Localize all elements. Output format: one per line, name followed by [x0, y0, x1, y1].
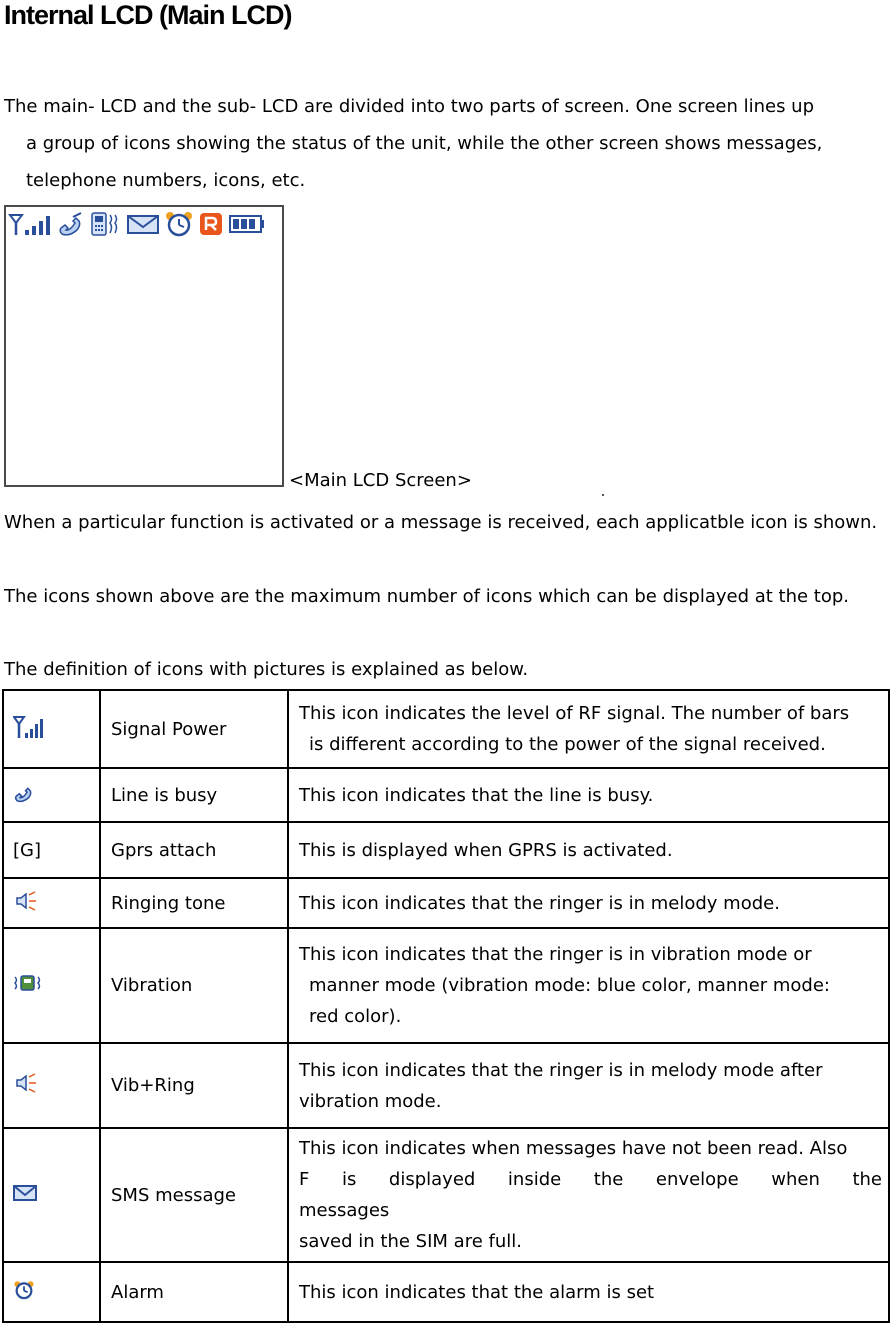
icon-desc-cell: This icon indicates that the alarm is set: [288, 1262, 889, 1322]
desc-line: is different according to the power of the signal received.: [309, 734, 826, 755]
intro-line-3: telephone numbers, icons, etc.: [26, 170, 306, 191]
icon-name-cell: Ringing tone: [100, 878, 288, 928]
icon-desc-cell: [288, 1128, 889, 1262]
icon-desc-cell: [288, 690, 889, 768]
icon-name-cell: Gprs attach: [100, 822, 288, 878]
table-row: [3, 1128, 889, 1262]
icon-name-cell: SMS message: [100, 1128, 288, 1262]
intro-line-2: a group of icons showing the status of the unit, while the other screen shows messages,: [26, 133, 823, 154]
intro-line-1: The main- LCD and the sub- LCD are divided into two parts of screen. One screen lines up: [4, 96, 815, 117]
icon-name-cell: Line is busy: [100, 768, 288, 822]
lcd-caption: <Main LCD Screen>: [289, 470, 472, 491]
intro-paragraph: [4, 88, 888, 199]
paragraph-max-icons: The icons shown above are the maximum number of icons which can be displayed at the top.: [4, 586, 850, 607]
desc-line: This icon indicates when messages have not been read. Also: [299, 1138, 848, 1159]
icon-cell: [3, 1262, 100, 1322]
table-row: [3, 690, 889, 768]
icon-name-cell: Vib+Ring: [100, 1043, 288, 1128]
icon-cell: [3, 878, 100, 928]
envelope-icon: [125, 211, 161, 237]
icon-desc-cell: [288, 928, 889, 1043]
gprs-label: [G]: [13, 839, 41, 861]
desc-line: This icon indicates that the ringer is in vibration mode or: [299, 944, 812, 965]
desc-line: This icon indicates the level of RF signal. The number of bars: [299, 703, 850, 724]
speaker-icon: [13, 1073, 39, 1093]
vibration-icon: [13, 973, 43, 993]
desc-line: F is displayed inside the envelope when the messages: [299, 1169, 882, 1221]
table-row: [3, 768, 889, 822]
icon-cell: [3, 1043, 100, 1128]
desc-line: vibration mode.: [299, 1090, 442, 1112]
desc-line: manner mode (vibration mode: blue color, manner mode:: [309, 975, 830, 996]
page-title: Internal LCD (Main LCD): [4, 0, 292, 30]
phone-handset-icon: [13, 783, 35, 803]
desc-line: saved in the SIM are full.: [299, 1231, 522, 1252]
signal-icon: [13, 714, 45, 740]
icon-definition-table: [2, 689, 890, 1323]
icon-desc-cell: [288, 1043, 889, 1128]
icon-name-cell: Signal Power: [100, 690, 288, 768]
icon-cell: [3, 690, 100, 768]
icon-cell: [3, 1128, 100, 1262]
alarm-clock-icon: [164, 210, 194, 238]
phone-handset-icon: [57, 211, 85, 237]
roaming-icon: [197, 211, 225, 237]
table-row: [3, 928, 889, 1043]
paragraph-definition: The definition of icons with pictures is explained as below.: [4, 659, 529, 680]
paragraph-activation: When a particular function is activated or a message is received, each applicatble icon is shown.: [4, 512, 878, 533]
icon-name-cell: Vibration: [100, 928, 288, 1043]
main-lcd-screen: [4, 205, 284, 487]
stray-mark: [602, 494, 604, 496]
icon-desc-cell: This icon indicates that the ringer is in melody mode.: [288, 878, 889, 928]
lcd-status-bar: [8, 209, 266, 239]
icon-cell: [3, 768, 100, 822]
alarm-clock-icon: [13, 1279, 35, 1301]
speaker-icon: [13, 891, 39, 911]
envelope-icon: [13, 1184, 37, 1202]
desc-line: This icon indicates that the ringer is in melody mode after: [299, 1059, 823, 1081]
table-row: [3, 1262, 889, 1322]
table-row: [3, 878, 889, 928]
icon-name-cell: Alarm: [100, 1262, 288, 1322]
table-row: [3, 1043, 889, 1128]
icon-desc-cell: This icon indicates that the line is busy.: [288, 768, 889, 822]
table-row: [3, 822, 889, 878]
icon-desc-cell: This is displayed when GPRS is activated.: [288, 822, 889, 878]
desc-line: red color).: [309, 1006, 402, 1027]
icon-cell: [3, 822, 100, 878]
icon-cell: [3, 928, 100, 1043]
battery-icon: [228, 211, 266, 237]
vibration-icon: [88, 211, 122, 237]
signal-icon: [8, 211, 54, 237]
